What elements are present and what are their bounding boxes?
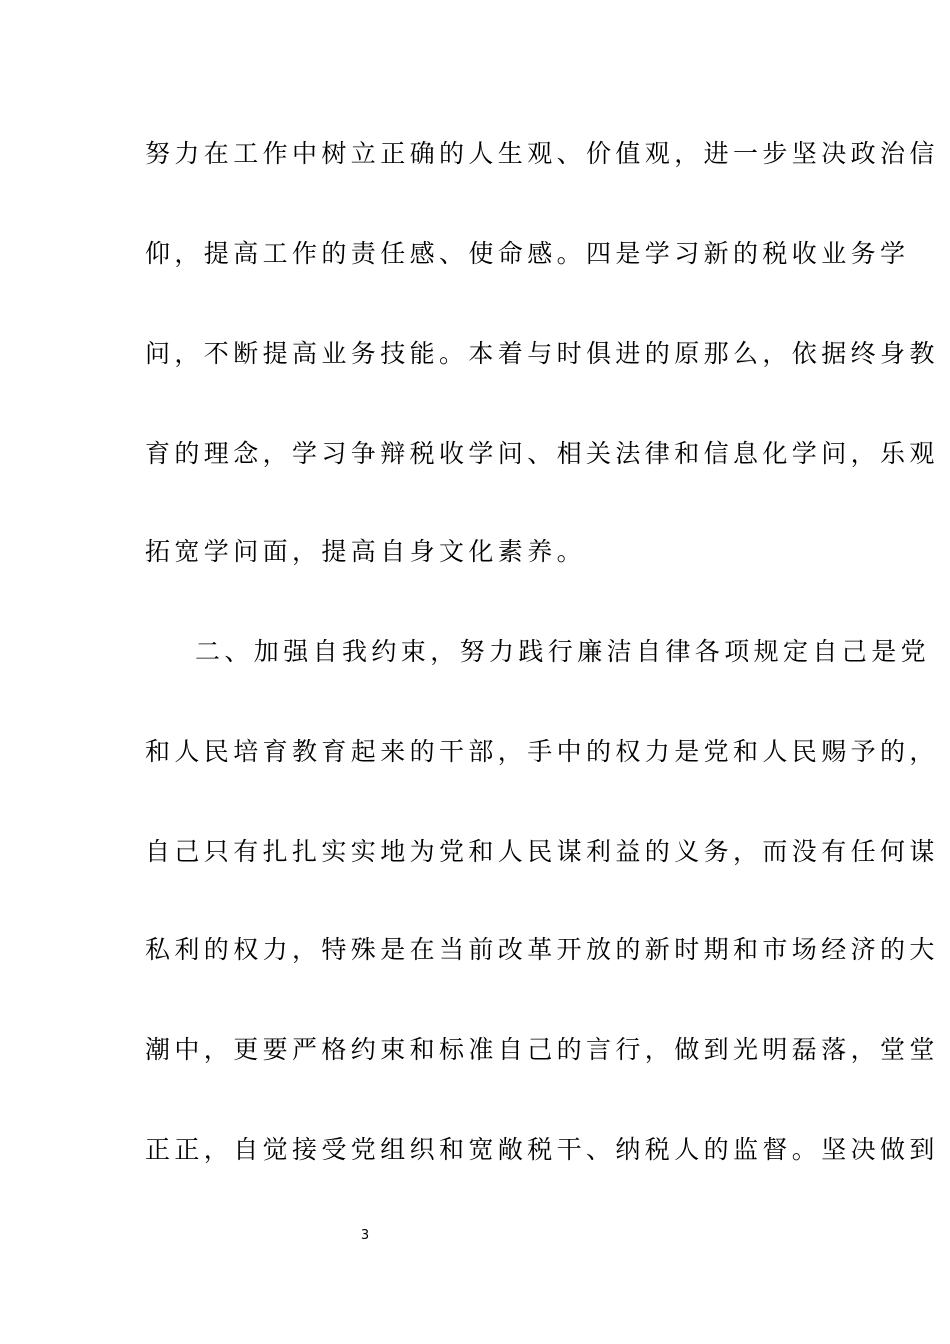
text-line-3: 问，不断提高业务技能。本着与时俱进的原那么，依据终身教 — [145, 339, 939, 368]
text-line-9: 私利的权力，特殊是在当前改革开放的新时期和市场经济的大 — [145, 935, 939, 964]
text-line-11: 正正，自觉接受党组织和宽敞税干、纳税人的监督。坚决做到 — [145, 1135, 939, 1164]
text-line-4: 育的理念，学习争辩税收学问、相关法律和信息化学问，乐观 — [145, 439, 939, 468]
text-line-10: 潮中，更要严格约束和标准自己的言行，做到光明磊落，堂堂 — [145, 1035, 939, 1064]
text-line-2: 仰，提高工作的责任感、使命感。四是学习新的税收业务学 — [145, 239, 910, 268]
text-line-1: 努力在工作中树立正确的人生观、价值观，进一步坚决政治信 — [145, 139, 939, 168]
text-line-5: 拓宽学问面，提高自身文化素养。 — [145, 537, 587, 566]
text-line-7: 和人民培育教育起来的干部，手中的权力是党和人民赐予的， — [145, 737, 939, 766]
page-number: 3 — [360, 1228, 370, 1243]
text-line-8: 自己只有扎扎实实地为党和人民谋利益的义务，而没有任何谋 — [145, 837, 939, 866]
text-line-6: 二、加强自我约束，努力践行廉洁自律各项规定自己是党 — [195, 637, 931, 666]
